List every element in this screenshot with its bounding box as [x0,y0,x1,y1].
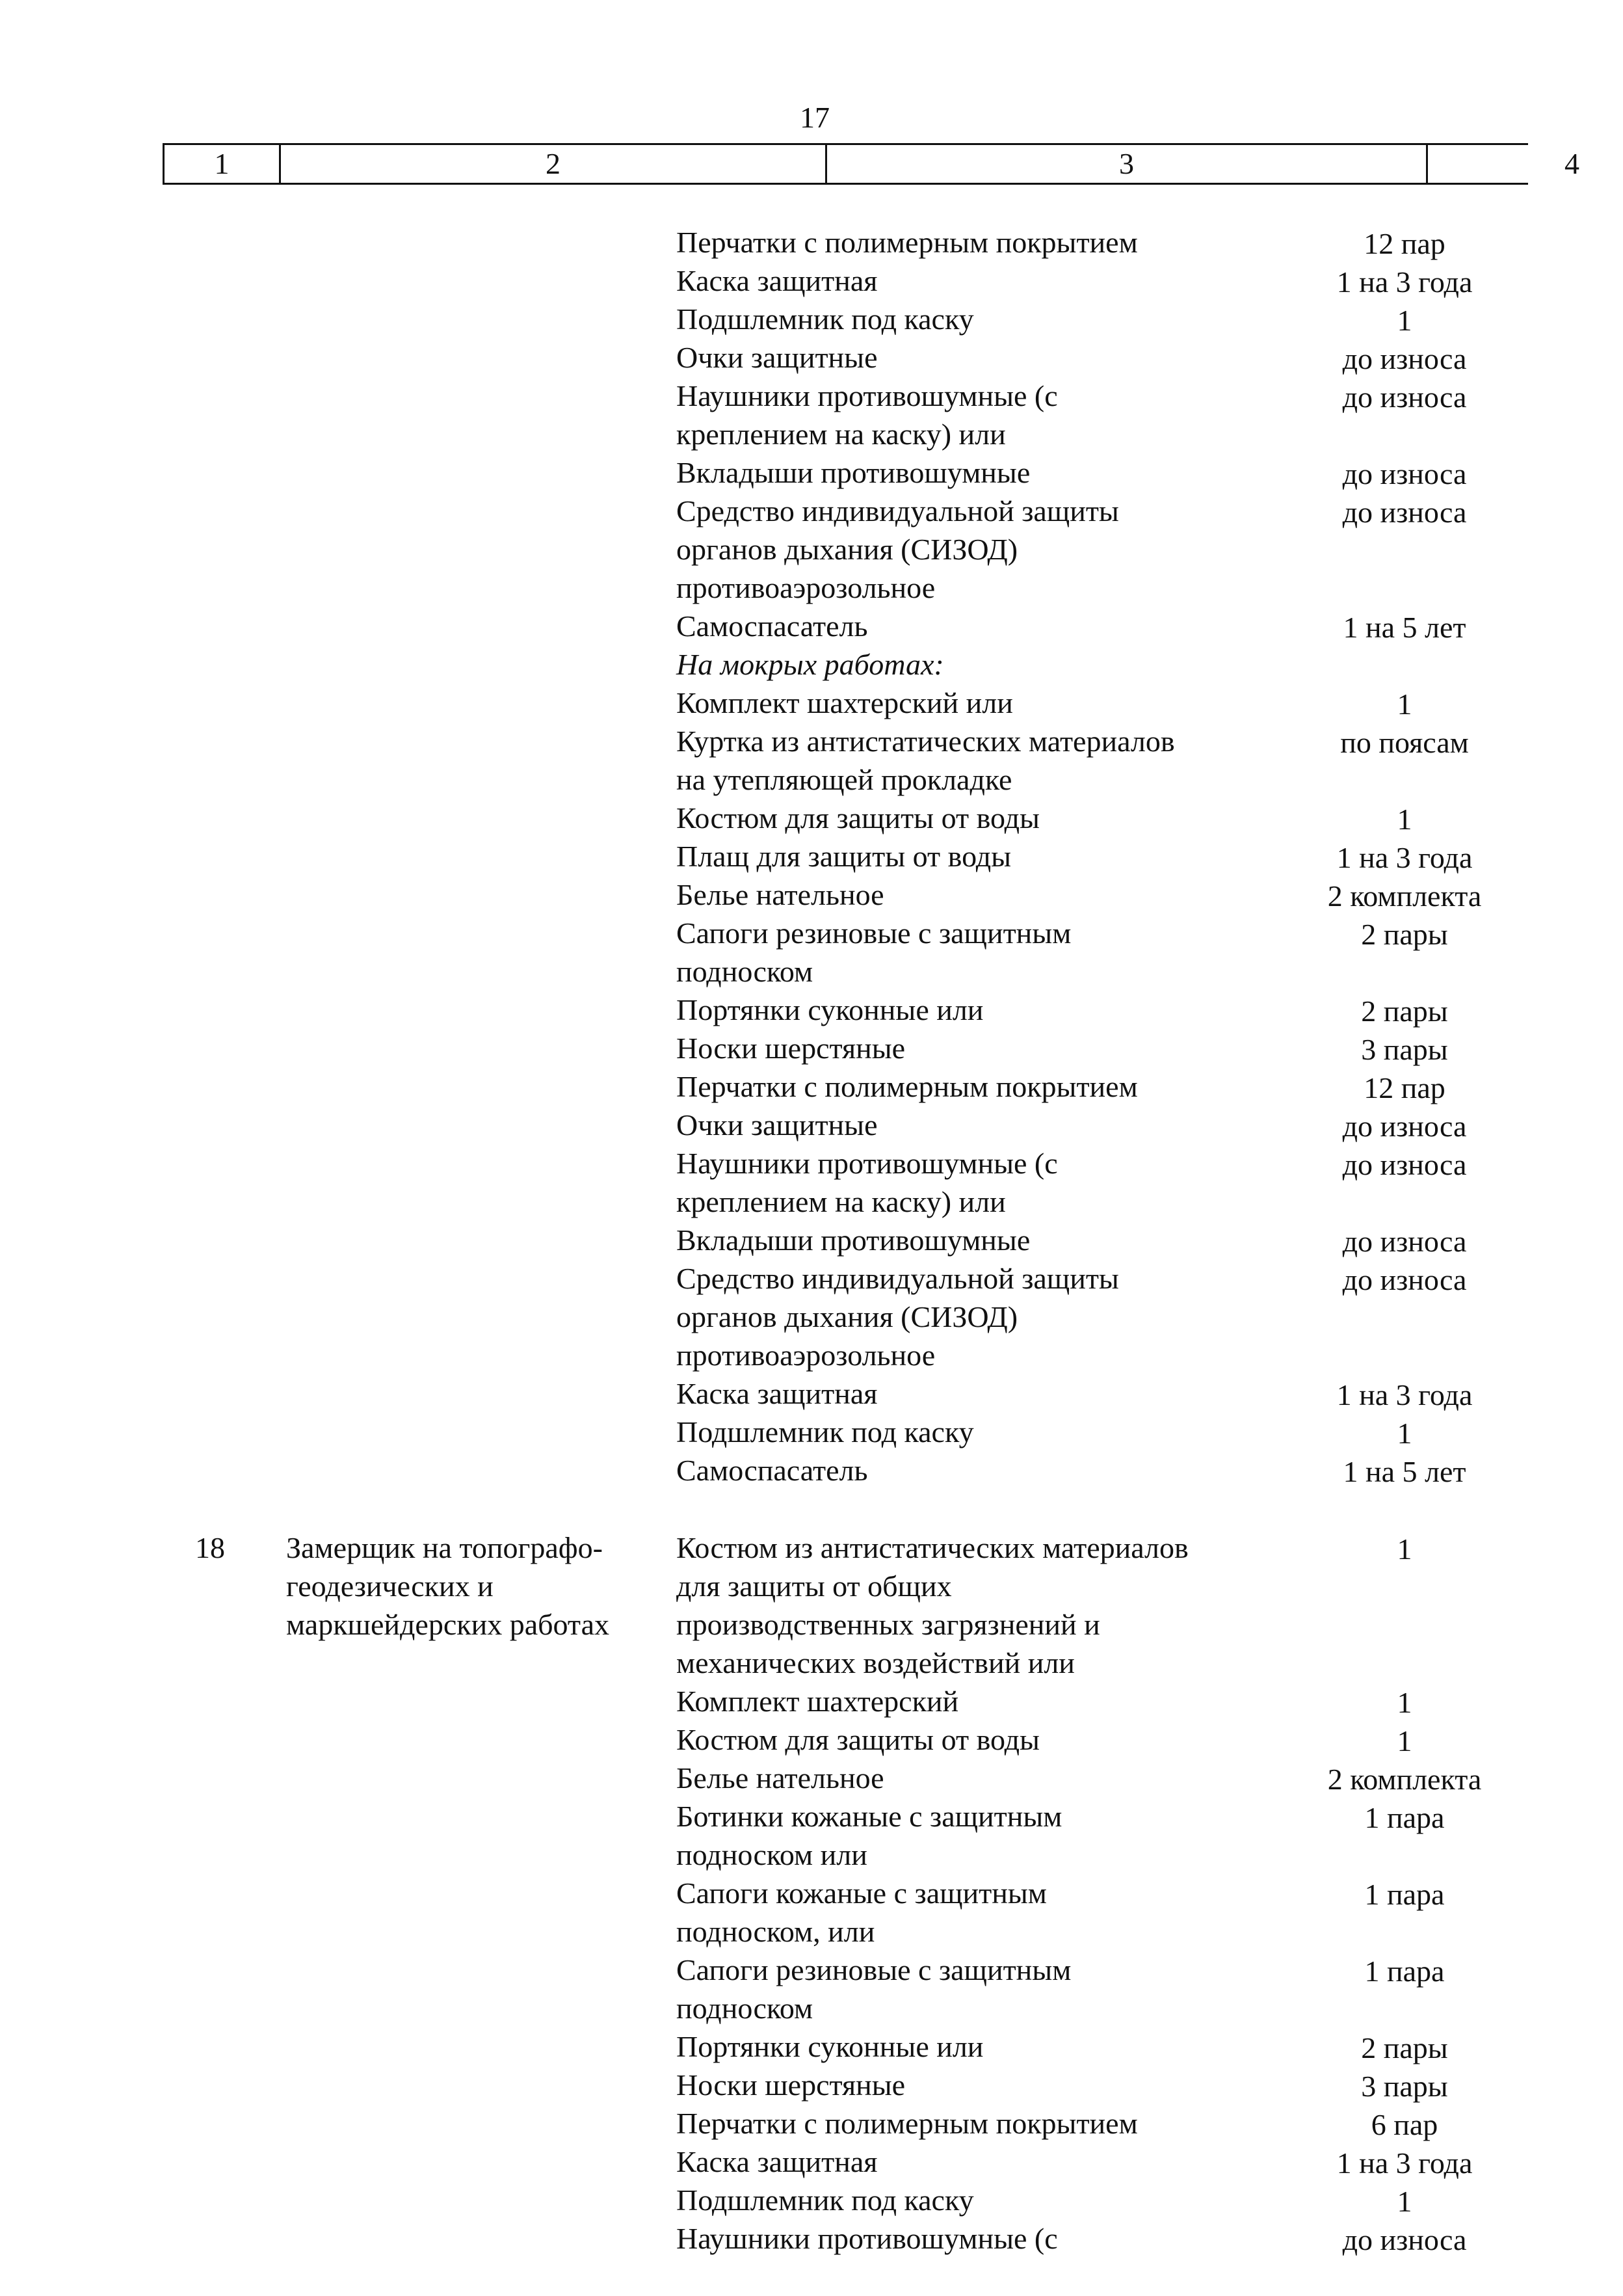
item-name-line: Костюм из антистатических материалов [676,1531,1189,1564]
item-name-line: на утепляющей прокладке [676,763,1012,796]
item-name-line: креплением на каску) или [676,418,1006,451]
column-4-header [1428,145,1579,183]
item-name-line: Очки защитные [676,1108,878,1141]
item-name-line: Вкладыши противошумные [676,1223,1031,1257]
item-name-line: подноском, или [676,1915,875,1948]
item-name-line: органов дыхания (СИЗОД) [676,533,1018,566]
item-norm: 1 пара [1364,1801,1445,1834]
item-norm: 12 пар [1364,1071,1445,1104]
item-norm: 1 на 3 года [1336,1378,1473,1411]
item-norm: 12 пар [1364,227,1445,260]
item-name-line: На мокрых работах: [676,648,944,681]
item-name-line: Сапоги резиновые с защитным [676,1953,1072,1986]
item-name-line: Самоспасатель [676,609,868,643]
item-name-line: противоаэрозольное [676,571,936,604]
item-name-line: Комплект шахтерский [676,1685,959,1718]
item-name-line: Средство индивидуальной защиты [676,1262,1119,1295]
item-name-line: Куртка из антистатических материалов [676,725,1175,758]
item-norm: 1 на 3 года [1336,841,1473,874]
column-2-header: 2 [281,145,827,183]
item-norm: 1 пара [1364,1955,1445,1988]
item-name-line: Сапоги резиновые с защитным [676,916,1072,950]
item-name-line: Костюм для защиты от воды [676,801,1040,834]
item-name-line: Каска защитная [676,264,878,297]
item-name-line: Наушники противошумные (с [676,1147,1058,1180]
item-name-line: подноском [676,955,813,988]
item-name-line: Вкладыши противошумные [676,456,1031,489]
item-norm: 1 [1397,687,1412,721]
item-norm: 2 комплекта [1327,1763,1482,1796]
item-norm: 1 [1397,803,1412,836]
item-norm: до износа [1342,1110,1467,1143]
item-name-line: Каска защитная [676,2145,878,2178]
item-name-line: Портянки суконные или [676,993,984,1026]
item-norm: до износа [1342,380,1467,414]
profession-name-line: маркшейдерских работах [286,1608,610,1641]
page-number: 17 [800,101,830,134]
item-name-line: Подшлемник под каску [676,1415,974,1448]
item-norm: 2 пары [1361,918,1448,951]
profession-name-line: геодезических и [286,1569,494,1603]
item-name-line: Средство индивидуальной защиты [676,494,1119,527]
item-name-line: органов дыхания (СИЗОД) [676,1300,1018,1333]
item-name-line: Плащ для защиты от воды [676,840,1012,873]
item-name-line: Каска защитная [676,1377,878,1410]
item-norm: 1 на 3 года [1336,2146,1473,2180]
item-name-line: подноском или [676,1838,867,1871]
item-name-line: Перчатки с полимерным покрытием [676,1070,1138,1103]
item-norm: 1 [1397,304,1412,337]
item-norm: до износа [1342,2223,1467,2256]
item-norm: 1 на 5 лет [1343,1455,1466,1488]
item-name-line: противоаэрозольное [676,1339,936,1372]
item-name-line: Перчатки с полимерным покрытием [676,226,1138,259]
item-norm: 3 пары [1361,2070,1448,2103]
item-name-line: Белье нательное [676,1761,884,1795]
item-name-line: Перчатки с полимерным покрытием [676,2107,1138,2140]
table-header-row [163,143,1579,185]
item-norm: 1 [1397,1417,1412,1450]
column-1-header: 1 [163,145,281,183]
item-norm: до износа [1342,1225,1467,1258]
item-norm: 1 [1397,1532,1412,1566]
item-name-line: Самоспасатель [676,1454,868,1487]
item-name-line: механических воздействий или [676,1646,1075,1679]
item-norm: 2 пары [1361,2031,1448,2064]
item-norm: 6 пар [1371,2108,1438,2141]
item-name-line: Подшлемник под каску [676,302,974,336]
item-name-line: Подшлемник под каску [676,2183,974,2217]
column-3-header: 3 [827,145,1428,183]
item-norm: до износа [1342,1148,1467,1181]
item-name-line: для защиты от общих [676,1569,952,1603]
item-name-line: Ботинки кожаные с защитным [676,1800,1062,1833]
item-norm: 1 на 5 лет [1343,611,1466,644]
item-norm: 1 на 3 года [1336,265,1473,299]
row-number: 18 [195,1531,225,1564]
profession-name-line: Замерщик на топографо- [286,1531,603,1564]
item-norm: 1 пара [1364,1878,1445,1911]
item-name-line: Комплект шахтерский или [676,686,1013,719]
item-norm: до износа [1342,342,1467,375]
item-norm: 1 [1397,1724,1412,1757]
item-name-line: производственных загрязнений и [676,1608,1100,1641]
item-name-line: Белье нательное [676,878,884,911]
item-norm: 1 [1397,2185,1412,2218]
item-name-line: Сапоги кожаные с защитным [676,1876,1047,1910]
item-norm: до износа [1342,496,1467,529]
item-norm: 3 пары [1361,1033,1448,1066]
item-name-line: подноском [676,1992,813,2025]
item-name-line: Носки шерстяные [676,2068,906,2102]
item-name-line: Наушники противошумные (с [676,2222,1058,2255]
column-4-header-text: 4 [1564,147,1579,180]
item-name-line: Очки защитные [676,341,878,374]
item-name-line: Носки шерстяные [676,1032,906,1065]
item-norm: до износа [1342,457,1467,490]
item-name-line: Наушники противошумные (с [676,379,1058,412]
item-norm: 2 комплекта [1327,879,1482,913]
item-name-line: Портянки суконные или [676,2030,984,2063]
item-name-line: креплением на каску) или [676,1185,1006,1218]
item-norm: 1 [1397,1686,1412,1719]
item-norm: по поясам [1340,726,1469,759]
item-norm: до износа [1342,1263,1467,1296]
item-norm: 2 пары [1361,994,1448,1028]
item-name-line: Костюм для защиты от воды [676,1723,1040,1756]
